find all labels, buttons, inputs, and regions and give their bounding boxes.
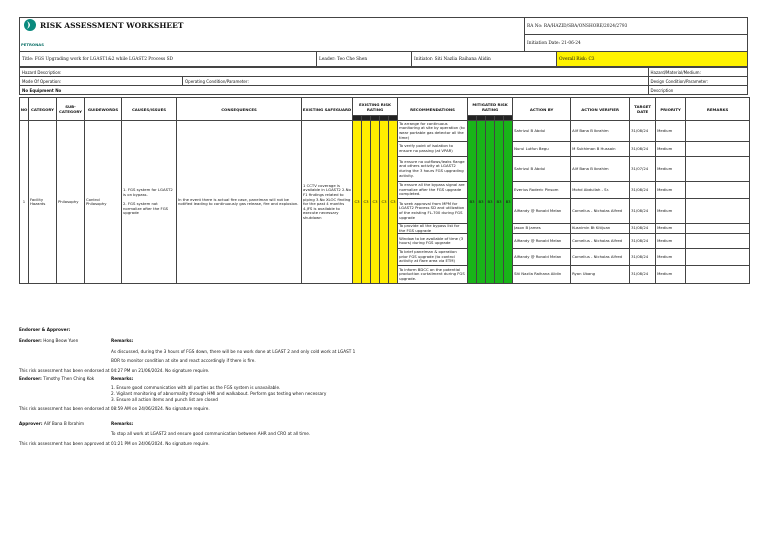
action-verifier: Mohd Abdullah - Sr.	[571, 182, 630, 199]
action-by: Siti Nazlia Raihana Alidin	[513, 266, 571, 284]
endorser-2-name: Timothy Then Ching Kok	[43, 376, 95, 381]
mode-of-operation: Mode Of Operation:	[20, 77, 183, 86]
existing-risk-rating: C3	[362, 121, 371, 284]
row-guidewords: Control Philosophy	[85, 121, 122, 284]
risk-table	[19, 97, 750, 284]
action-by: Alfiandy @ Ronald Melan	[513, 234, 571, 249]
action-by: Nurul Lutfun Begu	[513, 142, 571, 157]
priority: Medium	[656, 182, 686, 199]
priority: Medium	[656, 234, 686, 249]
action-by: Jason B James	[513, 224, 571, 234]
title-line: Title: FGS Upgrading work for LGAST1&2 while LGAST2 Process SD	[20, 52, 317, 67]
remarks-cell	[686, 142, 750, 157]
approver	[19, 421, 84, 426]
endorsed-2-text: This risk assessment has been endorsed at 08:59 AM on 24/06/2024. No signature require.	[19, 406, 210, 411]
ra-number: RA No: RA/HAZID/SBA/ONSHORE/2024/2793	[525, 18, 748, 35]
action-by: Sahrizul B Abdul	[513, 157, 571, 182]
col-causes: CAUSES/ISSUES	[122, 98, 177, 121]
action-by: Alfiandy @ Ronald Melan	[513, 199, 571, 224]
col-recommendations: RECOMMENDATIONS	[398, 98, 468, 121]
col-existing-risk: EXISTING RISK RATING	[353, 98, 398, 116]
info-table	[19, 67, 748, 95]
mitigated-risk-rating: B3	[477, 121, 486, 284]
endorser-2	[19, 376, 94, 381]
remarks-cell	[686, 182, 750, 199]
col-consequences: CONSEQUENCES	[177, 98, 302, 121]
remarks-cell	[686, 199, 750, 224]
approver-name: Alif Bana B Ibrahim	[43, 421, 85, 426]
col-target-date: TARGET DATE	[630, 98, 656, 121]
remarks-cell	[686, 224, 750, 234]
col-action-verifier: ACTION VERIFIER	[571, 98, 630, 121]
recommendation: To brief panelman & operation prior FGS upgrade (to control activity at flare area via ETM)	[398, 249, 468, 266]
approver-remark: To stop all work at LGAST2 and ensure good communication between AHR and CRO at all time.	[111, 431, 311, 436]
endorser-1	[19, 338, 78, 343]
endorser-1-name: Hong Beow Yuen	[43, 338, 79, 343]
target-date: 31/08/24	[630, 121, 656, 142]
description-label: Description	[648, 86, 747, 95]
endorser-1-label: Endorser:	[19, 338, 42, 343]
mitigated-risk-rating: B3	[486, 121, 495, 284]
remarks-label-2: Remarks:	[111, 376, 134, 381]
col-priority: PRIORITY	[656, 98, 686, 121]
remarks-cell	[686, 266, 750, 284]
operating-condition: Operating Condition/Parameter:	[183, 77, 649, 86]
leader: Leader: Teo Che Shen	[317, 52, 412, 67]
approver-label: Approver:	[19, 421, 43, 426]
action-verifier: Cornelius - Nicholas Alfred	[571, 199, 630, 224]
action-verifier: M Sukhiman B Hussain	[571, 142, 630, 157]
target-date: 31/08/24	[630, 234, 656, 249]
action-verifier: Alif Bana B Ibrahim	[571, 121, 630, 142]
target-date: 31/08/24	[630, 142, 656, 157]
priority: Medium	[656, 199, 686, 224]
mitigated-risk-rating: B3	[468, 121, 477, 284]
endorsed-1-text: This risk assessment has been endorsed at 04:27 PM on 21/06/2024. No signature require.	[19, 368, 210, 373]
worksheet-title: RISK ASSESSMENT WORKSHEET	[40, 21, 184, 30]
row-sub-category: Philosophy	[57, 121, 85, 284]
existing-risk-rating: C3	[371, 121, 380, 284]
initiator: Initiator: Siti Nazlia Raihana Alidin	[412, 52, 557, 67]
col-existing-safeguard: EXISTING SAFEGUARD	[302, 98, 353, 121]
overall-risk: Overall Risk: C3	[557, 52, 748, 67]
target-date: 31/08/24	[630, 249, 656, 266]
action-verifier: Ryan Ubang	[571, 266, 630, 284]
col-action-by: ACTION BY	[513, 98, 571, 121]
col-guidewords: GUIDEWORDS	[85, 98, 122, 121]
remarks-cell	[686, 249, 750, 266]
action-verifier: Alif Bana B Ibrahim	[571, 157, 630, 182]
endorser-1-remark-b: BOR to monitor condition at site and react accordingly if there is fire.	[111, 358, 256, 363]
row-safeguard: 1 CCTV coverage is available in LGAST2 2.No F1 findings related to piping 3.No XLOC finding for the past 4 months 4.JFS is available to execute necessary shutdown	[302, 121, 353, 284]
hazard-description: Hazard Description:	[20, 68, 649, 77]
col-remarks: REMARKS	[686, 98, 750, 121]
row-consequences: In the event there is actual fire case, panelman will not be notified leading to continuously gas release, fire and explosion.	[177, 121, 302, 284]
mitigated-risk-rating: B3	[495, 121, 504, 284]
endorser-2-remark-1: 1. Ensure good communication with all parties as the FGS system is unavailable.	[111, 385, 281, 390]
equipment-no: No Equipment No	[20, 86, 649, 95]
target-date: 31/08/24	[630, 182, 656, 199]
recommendation: To inform BDCC on the potential production curtailment during FGS upgrade.	[398, 266, 468, 284]
col-sub-category: SUB-CATEGORY	[57, 98, 85, 121]
recommendation: To verify point of isolation to ensure no passing (at VPAR)	[398, 142, 468, 157]
target-date: 31/07/24	[630, 157, 656, 182]
recommendation: Window to be available of time (3 hours) during FGS upgrade	[398, 234, 468, 249]
endorser-2-label: Endorser:	[19, 376, 42, 381]
col-mitigated-risk: MITIGATED RISK RATING	[468, 98, 513, 116]
design-condition: Design Condition/Parameter:	[648, 77, 747, 86]
recommendation: To ensure all the bypass signal are normalize after the FGS upgrade completed.	[398, 182, 468, 199]
action-verifier: Cornelius - Nicholas Alfred	[571, 234, 630, 249]
existing-risk-rating: C3	[380, 121, 389, 284]
action-by: Sahrizul B Abdul	[513, 121, 571, 142]
row-number: 1	[20, 121, 29, 284]
col-category: CATEGORY	[29, 98, 57, 121]
priority: Medium	[656, 157, 686, 182]
col-no: NO	[20, 98, 29, 121]
logo-text: PETRONAS	[21, 42, 44, 47]
priority: Medium	[656, 249, 686, 266]
row-category: Facility Hazards	[29, 121, 57, 284]
recommendation: To ensure no outflows/leaks flange and others activity at LGAST2 during the 3 hours FGS upgrading activity.	[398, 157, 468, 182]
action-verifier: Kusnimin Bt Kitijuan	[571, 224, 630, 234]
target-date: 31/08/24	[630, 199, 656, 224]
action-by: Alfiandy @ Ronald Melan	[513, 249, 571, 266]
remarks-cell	[686, 121, 750, 142]
priority: Medium	[656, 266, 686, 284]
hazard-material: Hazard/Material/Medium:	[648, 68, 747, 77]
remarks-cell	[686, 157, 750, 182]
recommendation: To provide all the bypass list for the FGS upgrade	[398, 224, 468, 234]
action-verifier: Cornelius - Nicholas Alfred	[571, 249, 630, 266]
remarks-label-3: Remarks:	[111, 421, 134, 426]
priority: Medium	[656, 224, 686, 234]
existing-risk-rating: C3	[353, 121, 362, 284]
endorser-approver-title: Endorser & Approver:	[19, 327, 71, 332]
endorser-2-remark-3: 3. Ensure all action items and punch list are closed	[111, 397, 218, 402]
remarks-label-1: Remarks:	[111, 338, 134, 343]
existing-risk-rating: C3	[389, 121, 398, 284]
initiation-date: Initiation Date: 21-06-24	[525, 35, 748, 52]
target-date: 31/08/24	[630, 224, 656, 234]
remarks-cell	[686, 234, 750, 249]
recommendation: To arrange for continuous monitoring at site by operation (to wear portable gas detector all the time)	[398, 121, 468, 142]
endorser-1-remark-a: As discussed, during the 3 hours of FGS down, there will be no work done at LGAST 2 and only cold work at LGAST 1	[111, 349, 356, 354]
priority: Medium	[656, 142, 686, 157]
mitigated-risk-rating: B3	[504, 121, 513, 284]
priority: Medium	[656, 121, 686, 142]
title-row	[19, 51, 748, 67]
recommendation: To seek approval from MPM for LGAST2 Process SD and utilization of the existing FL-700 during FGS upgrade	[398, 199, 468, 224]
table-row	[20, 121, 750, 142]
header-table	[19, 17, 748, 52]
endorser-2-remark-2: 2. Vigilant monitoring of abnormality through HMI and walkabout. Perform gas testing when necessary	[111, 391, 327, 396]
action-by: Everius Roderic Pinsom	[513, 182, 571, 199]
row-causes: 1. FGS system for LGAST2 is on bypass. 2. FGS system not normalize after the FGS upgrade	[122, 121, 177, 284]
approved-text: This risk assessment has been approved at 01:21 PM on 24/06/2024. No signature require.	[19, 441, 210, 446]
target-date: 31/08/24	[630, 266, 656, 284]
